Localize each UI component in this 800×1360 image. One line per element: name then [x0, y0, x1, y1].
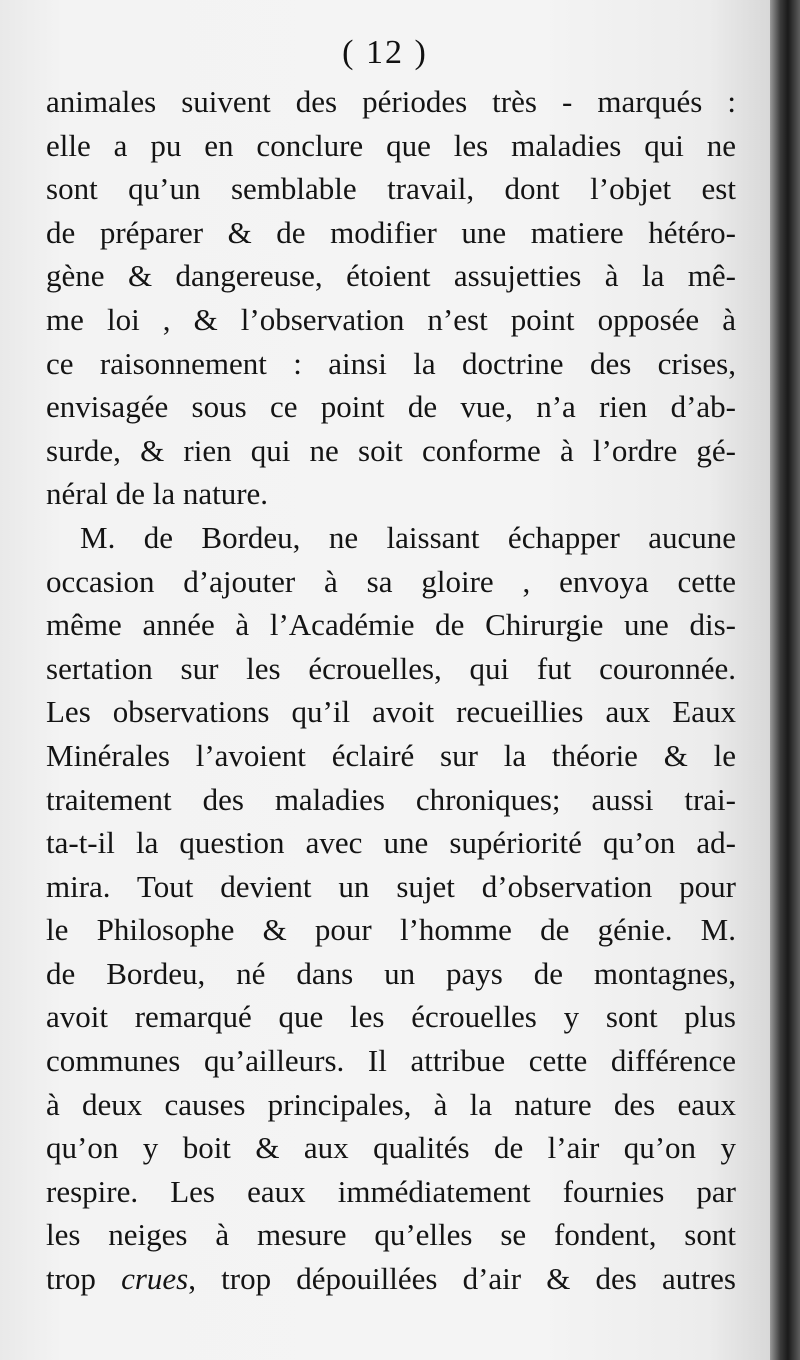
text-line: ta-t-il la question avec une supériorité qu’on ad- — [46, 825, 736, 861]
text-line: mira. Tout devient un sujet d’observation pour — [46, 868, 736, 904]
text-line: avoit remarqué que les écrouelles y sont plus — [46, 999, 736, 1035]
text-line: sertation sur les écrouelles, qui fut couronnée. — [46, 650, 736, 686]
paragraph-start-line: M. de Bordeu, ne laissant échapper aucune — [80, 519, 736, 555]
text-before-italic: trop — [46, 1261, 122, 1297]
text-line: me loi , & l’observation n’est point opposée à — [46, 301, 736, 337]
text-line: elle a pu en conclure que les maladies qui ne — [46, 127, 736, 163]
text-line: animales suivent des périodes très - marqués : — [46, 84, 736, 119]
text-line: envisagée sous ce point de vue, n’a rien d’ab- — [46, 389, 736, 425]
text-line: Les observations qu’il avoit recueillies aux Eaux — [46, 694, 736, 730]
text-line-italic-word — [46, 1257, 736, 1301]
text-line: ce raisonnement : ainsi la doctrine des crises, — [46, 345, 736, 381]
book-gutter-shadow — [770, 0, 800, 1360]
text-line: surde, & rien qui ne soit conforme à l’ordre gé- — [46, 432, 736, 468]
page-number: ( 12 ) — [342, 34, 428, 71]
text-line: de Bordeu, né dans un pays de montagnes, — [46, 955, 736, 991]
text-line: gène & dangereuse, étoient assujetties à la mê- — [46, 258, 736, 294]
text-line: à deux causes principales, à la nature des eaux — [46, 1086, 736, 1122]
text-line: Minérales l’avoient éclairé sur la théorie & le — [46, 737, 736, 773]
text-line: le Philosophe & pour l’homme de génie. M. — [46, 912, 736, 948]
text-after-italic: , trop dépouillées d’air & des autres — [188, 1261, 737, 1297]
italic-word: crues — [121, 1261, 189, 1297]
text-line: sont qu’un semblable travail, dont l’objet est — [46, 171, 736, 207]
text-line: de préparer & de modifier une matiere hétéro- — [46, 214, 736, 250]
text-line: occasion d’ajouter à sa gloire , envoya cette — [46, 563, 736, 599]
text-line: les neiges à mesure qu’elles se fondent, sont — [46, 1217, 736, 1253]
body-text — [46, 80, 736, 1301]
text-line: respire. Les eaux immédiatement fournies par — [46, 1173, 736, 1209]
paragraph-end-line: néral de la nature. — [46, 476, 269, 512]
text-line: qu’on y boit & aux qualités de l’air qu’on y — [46, 1130, 736, 1166]
text-line: traitement des maladies chroniques; aussi trai- — [46, 781, 736, 817]
text-line: communes qu’ailleurs. Il attribue cette différence — [46, 1043, 736, 1079]
text-line: même année à l’Académie de Chirurgie une dis- — [46, 607, 736, 643]
